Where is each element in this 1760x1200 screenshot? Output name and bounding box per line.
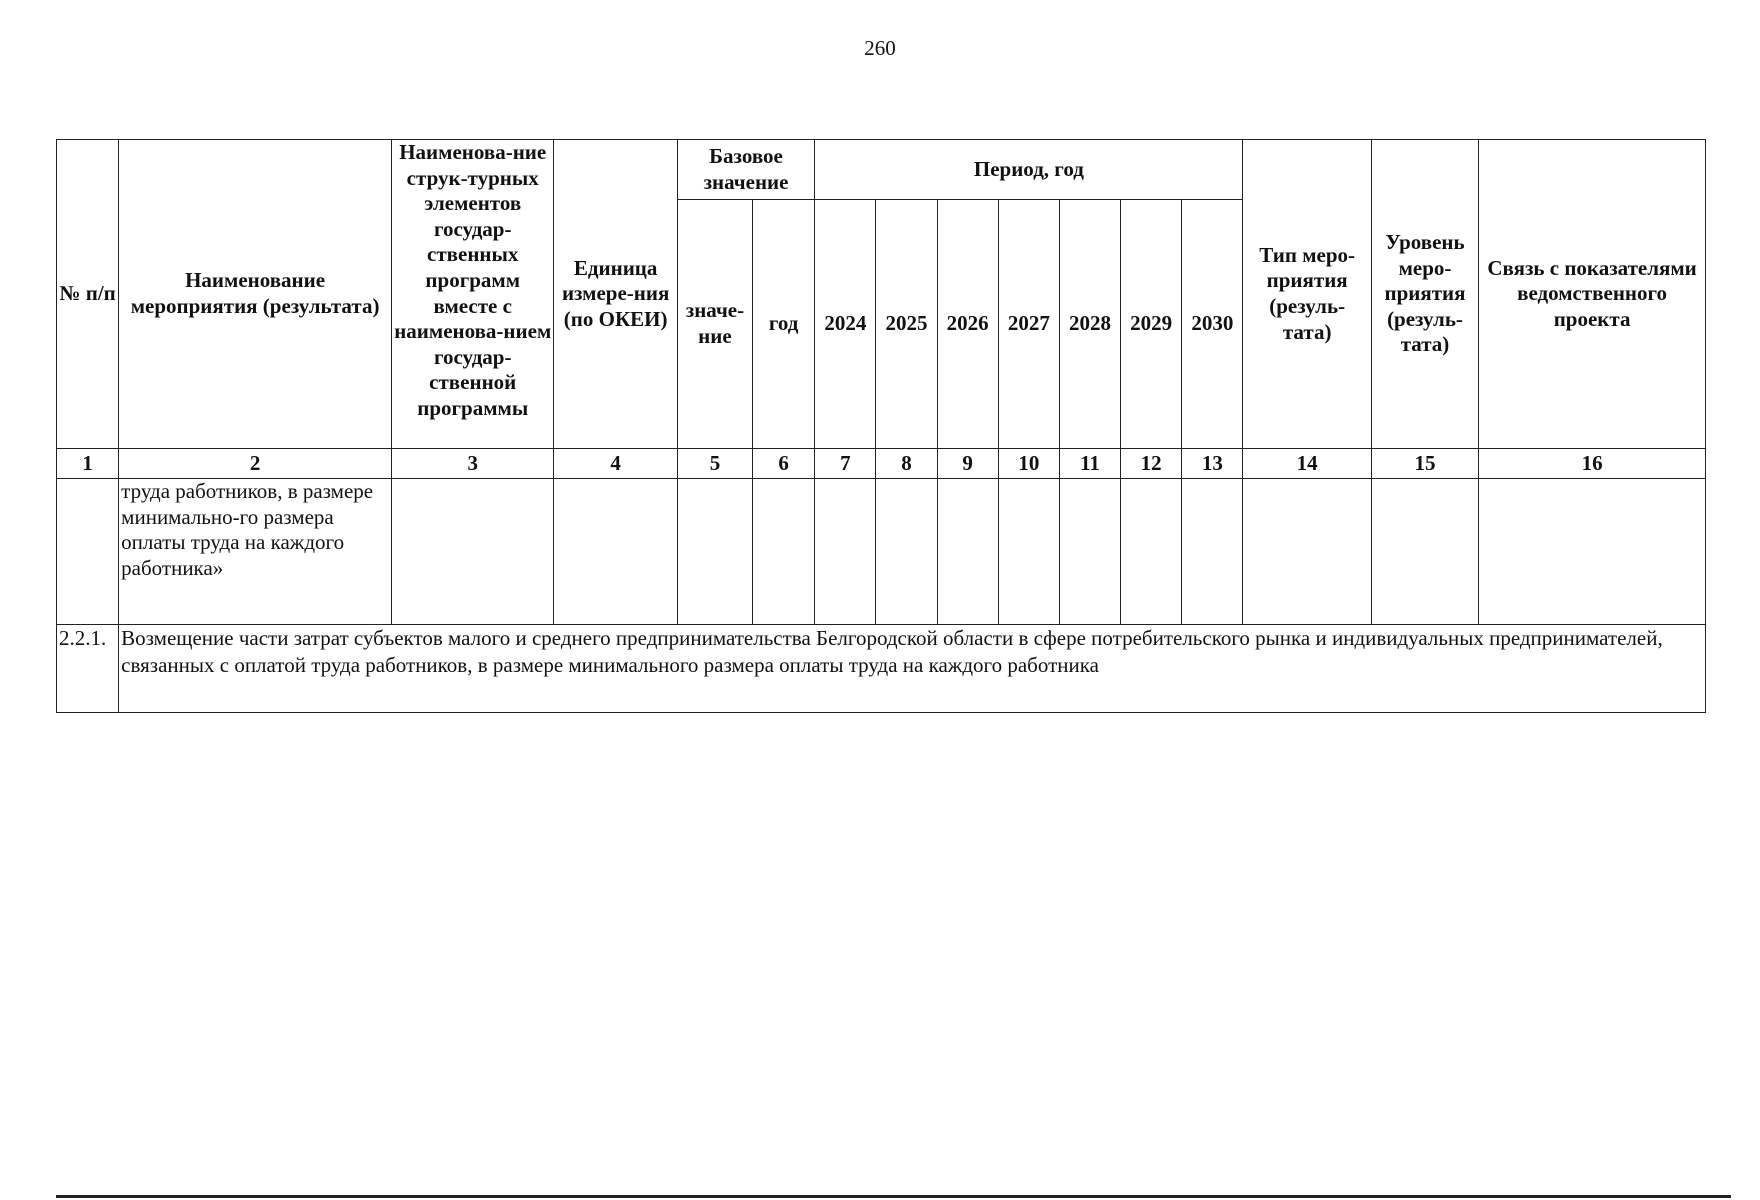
header-base-value-group: Базовое значение: [677, 140, 814, 200]
header-year-2025: 2025: [876, 200, 937, 449]
column-number: 2: [119, 449, 392, 479]
column-number: 12: [1121, 449, 1182, 479]
item-code: 2.2.1.: [57, 625, 119, 713]
continuation-text: труда работников, в размере минимально-го размера оплаты труда на каждого работника»: [119, 479, 392, 625]
item-text: Возмещение части затрат субъектов малого и среднего предпринимательства Белгородской области в сфере потребительского рынка и индивидуальных предпринимателей, связанных с оплатой труда работников, в размере минимального размера оплаты труда на каждого работника: [119, 625, 1706, 713]
header-measure-level: Уровень меро-приятия (резуль-тата): [1371, 140, 1478, 449]
header-year-2028: 2028: [1059, 200, 1120, 449]
header-project-link: Связь с показателями ведомственного проекта: [1479, 140, 1706, 449]
header-base-year: год: [753, 200, 815, 449]
table-cell: [1479, 479, 1706, 625]
table-cell: [1121, 479, 1182, 625]
header-number: № п/п: [57, 140, 119, 449]
column-number: 14: [1243, 449, 1371, 479]
header-year-2029: 2029: [1121, 200, 1182, 449]
table-cell: [391, 479, 553, 625]
column-number: 1: [57, 449, 119, 479]
column-numbers-row: [57, 449, 1706, 479]
header-year-2027: 2027: [998, 200, 1059, 449]
column-number: 11: [1059, 449, 1120, 479]
column-number: 7: [815, 449, 876, 479]
column-number: 8: [876, 449, 937, 479]
table-cell: [998, 479, 1059, 625]
table-cell: [1059, 479, 1120, 625]
table-cell: [57, 479, 119, 625]
column-number: 15: [1371, 449, 1478, 479]
page-number: 260: [864, 36, 896, 60]
header-base-value: значе-ние: [677, 200, 752, 449]
column-number: 13: [1182, 449, 1243, 479]
table-cell: [1182, 479, 1243, 625]
column-number: 4: [554, 449, 677, 479]
column-number: 5: [677, 449, 752, 479]
header-measure-name: Наименование мероприятия (результата): [119, 140, 392, 449]
table-cell: [554, 479, 677, 625]
table-cell: [1243, 479, 1371, 625]
table-cell: [815, 479, 876, 625]
column-number: 10: [998, 449, 1059, 479]
header-structural-elements: Наименова-ние струк-турных элементов государ-ственных программ вместе с наименова-нием государ-ственной программы: [391, 140, 553, 449]
header-measure-type: Тип меро-приятия (резуль-тата): [1243, 140, 1371, 449]
header-period-group: Период, год: [815, 140, 1243, 200]
column-number: 3: [391, 449, 553, 479]
header-year-2030: 2030: [1182, 200, 1243, 449]
column-number: 6: [753, 449, 815, 479]
table-cell: [1371, 479, 1478, 625]
item-row: [57, 625, 1706, 713]
column-number: 16: [1479, 449, 1706, 479]
table-row: [57, 479, 1706, 625]
column-number: 9: [937, 449, 998, 479]
table-cell: [876, 479, 937, 625]
table-cell: [753, 479, 815, 625]
bottom-rule: [56, 1195, 1731, 1198]
table-cell: [937, 479, 998, 625]
header-year-2026: 2026: [937, 200, 998, 449]
measures-table: [56, 139, 1706, 713]
header-unit: Единица измере-ния (по ОКЕИ): [554, 140, 677, 449]
header-year-2024: 2024: [815, 200, 876, 449]
table-cell: [677, 479, 752, 625]
